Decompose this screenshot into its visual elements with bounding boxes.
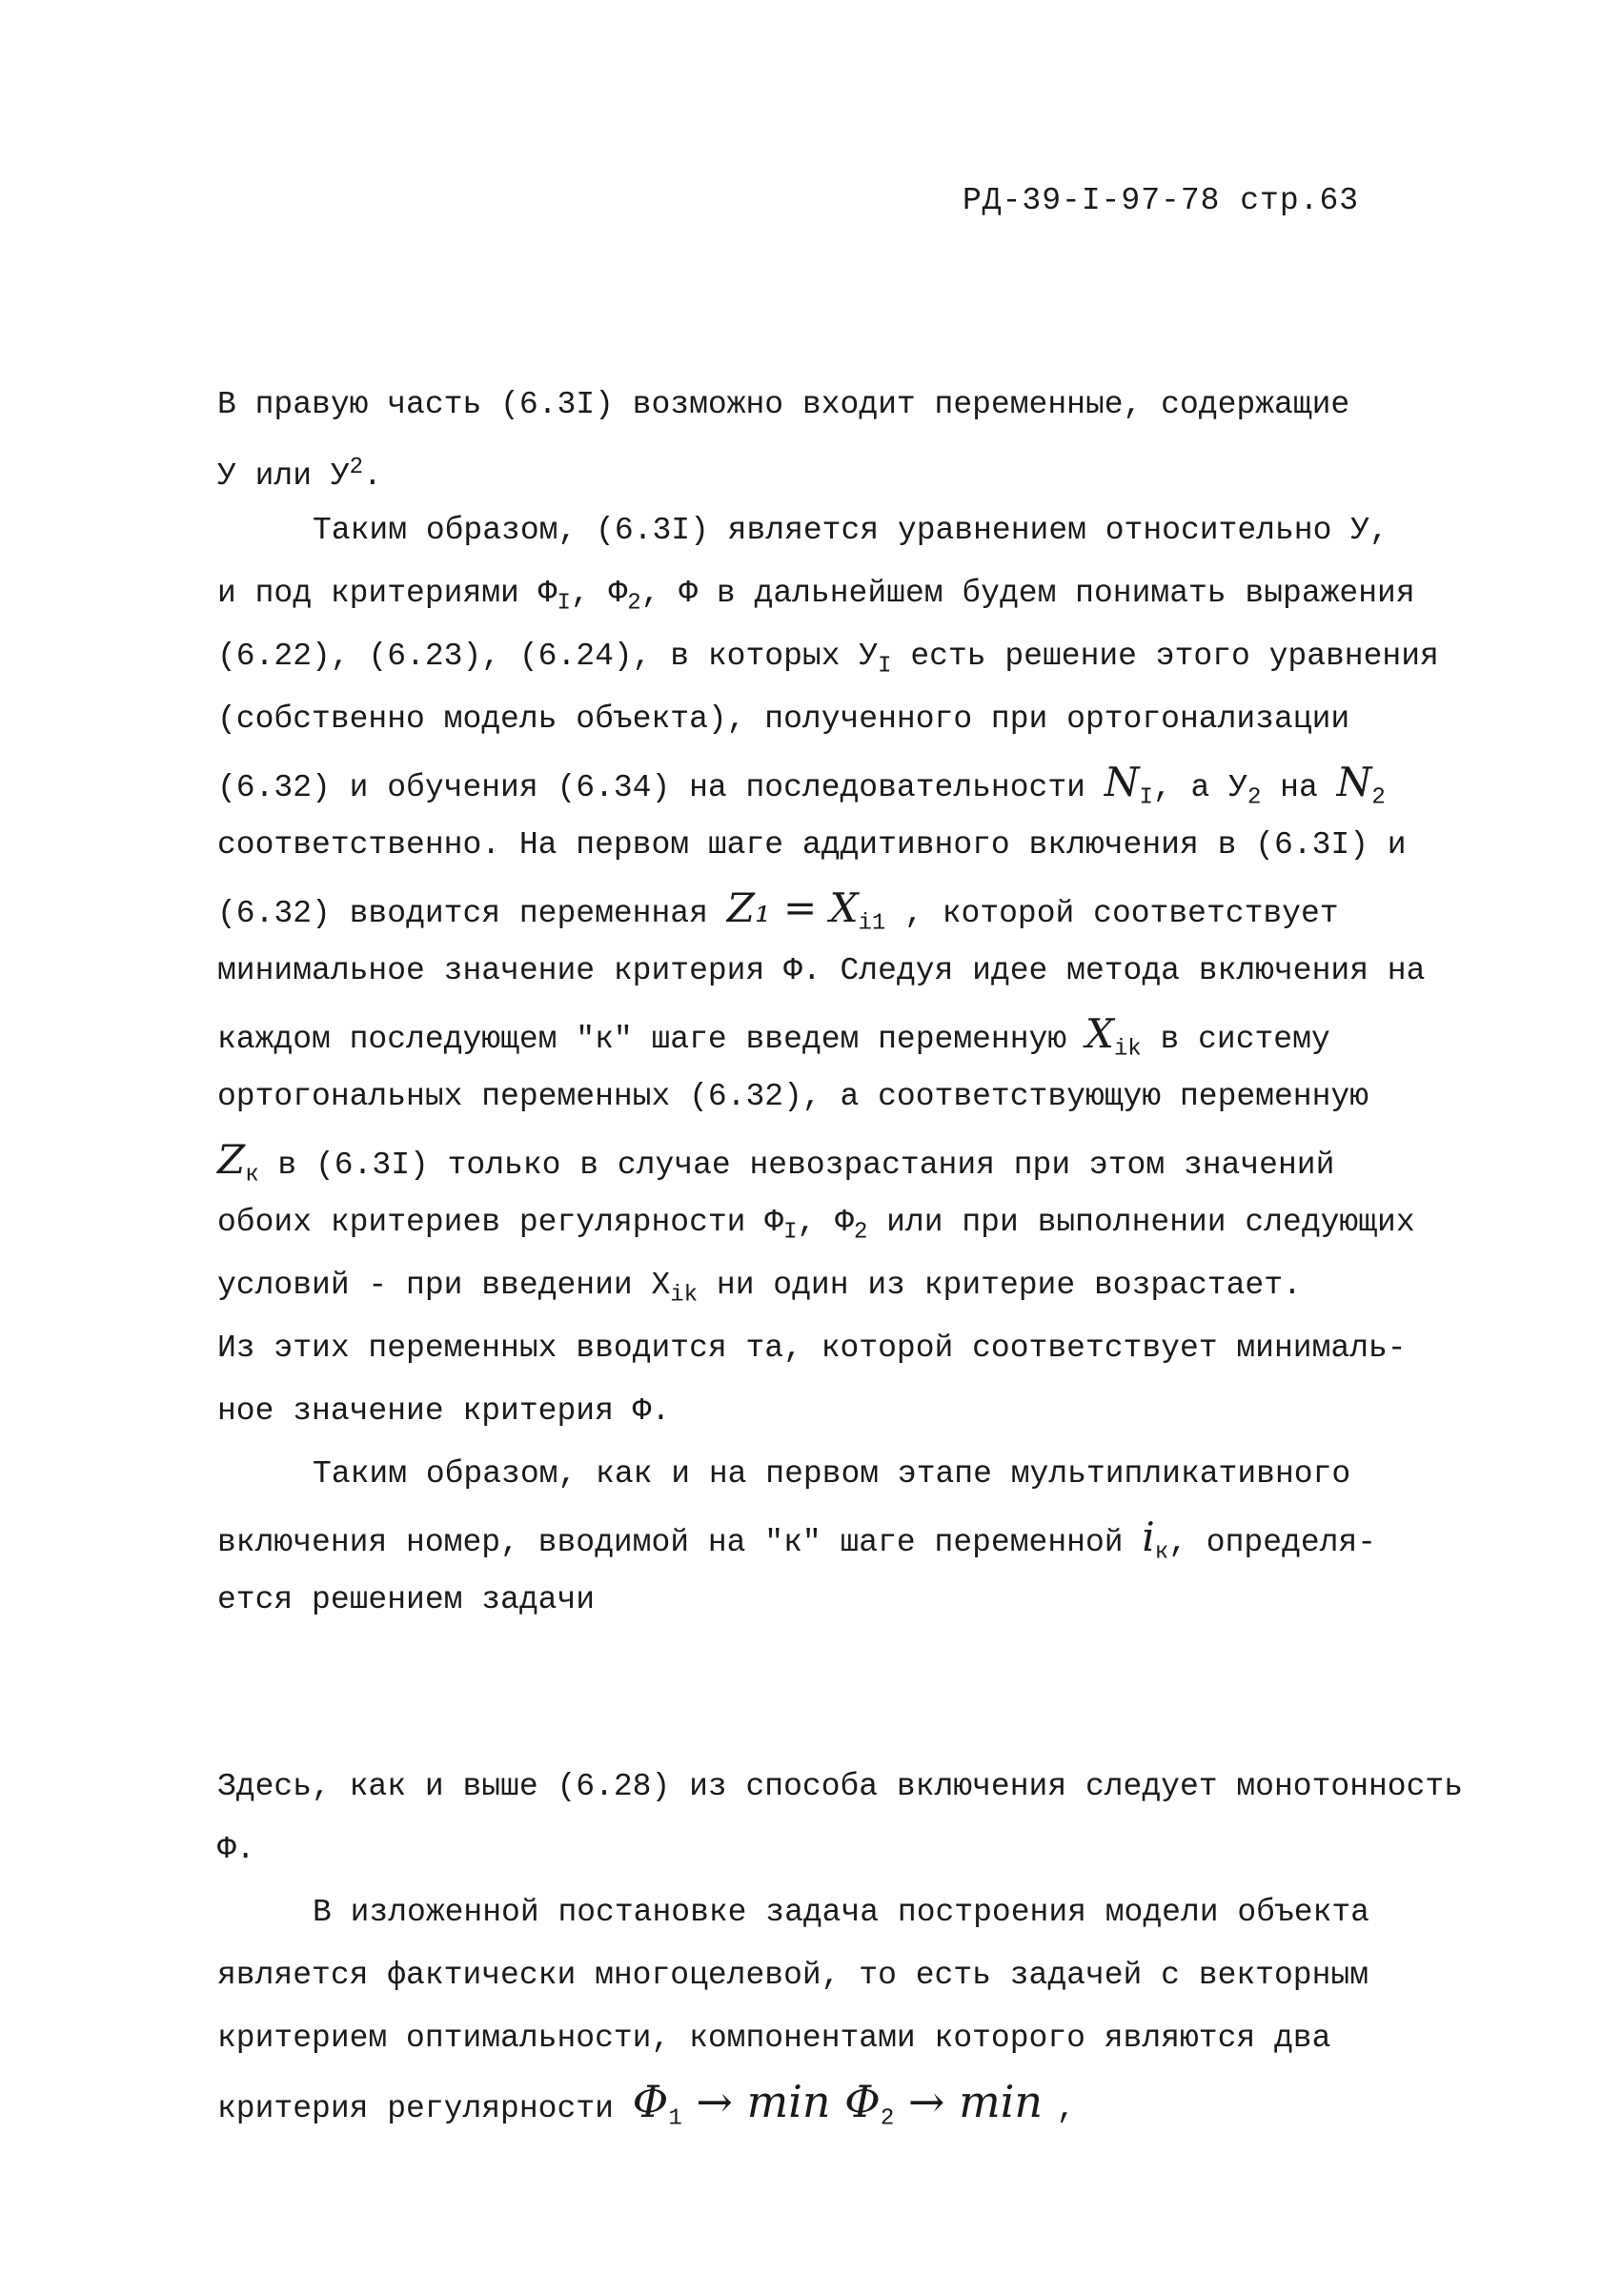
subscript: 2 xyxy=(853,1219,868,1246)
p2-line-8: минимальное значение критерия Ф. Следуя идее метода включения на xyxy=(217,953,1426,988)
subscript: I xyxy=(783,1219,798,1246)
subscript: ik xyxy=(670,1282,699,1309)
subscript: 2 xyxy=(1371,784,1386,811)
text: (6.32) и обучения (6.34) на последовательности xyxy=(217,770,1105,805)
text: У или У xyxy=(217,458,350,494)
p2-line-15: ное значение критерия Ф. xyxy=(217,1393,671,1429)
text: в (6.3I) только в случае невозрастания при этом значений xyxy=(258,1148,1335,1183)
subscript: 2 xyxy=(1247,784,1262,811)
p2-line-4: (собственно модель объекта), полученного при ортогонализации xyxy=(217,701,1350,737)
p2-line-9 xyxy=(217,1003,1456,1066)
subscript: ik xyxy=(1113,1036,1142,1063)
p3-line-3: ется решением задачи xyxy=(217,1582,596,1617)
p2-line-12 xyxy=(217,1191,1456,1254)
p2-line-6: соответственно. На первом шаге аддитивного включения в (6.3I) и xyxy=(217,827,1407,863)
subscript: к xyxy=(245,1162,259,1189)
p4-line-1: Здесь, как и выше (6.28) из способа включения следует монотонность xyxy=(217,1769,1464,1804)
text: , а У xyxy=(1152,770,1247,805)
subscript: I xyxy=(557,590,571,617)
p2-line-3 xyxy=(217,625,1456,688)
text: и под критериями Ф xyxy=(217,576,558,611)
handwritten-i: i xyxy=(1142,1514,1155,1560)
p2-line-13 xyxy=(217,1254,1456,1317)
text: критерия регулярности xyxy=(217,2091,633,2126)
text: ни один из критерие возрастает. xyxy=(698,1268,1302,1303)
p4-line-2: Ф. xyxy=(217,1832,255,1867)
text: в систему xyxy=(1141,1022,1330,1057)
p3-line-1: Таким образом, как и на первом этапе мультипликативного xyxy=(313,1456,1351,1492)
text: на xyxy=(1261,770,1337,805)
text: или при выполнении следующих xyxy=(867,1205,1415,1240)
arrow-min: → min xyxy=(681,2076,845,2127)
text: , которой соответствует xyxy=(885,896,1339,931)
subscript: к xyxy=(1154,1539,1169,1566)
text: , определя- xyxy=(1168,1525,1377,1560)
p2-line-11 xyxy=(217,1128,1456,1191)
p1-line-2 xyxy=(217,437,1456,499)
p2-line-2 xyxy=(217,562,1456,625)
p5-line-4 xyxy=(217,2070,1456,2133)
subscript: 2 xyxy=(627,590,641,617)
p5-line-2: является фактически многоцелевой, то есть задачей с векторным xyxy=(217,1958,1369,1993)
text: каждом последующем "к" шаге введем переменную xyxy=(217,1022,1085,1057)
formula-line xyxy=(217,1632,1456,1756)
subscript: I xyxy=(878,653,892,680)
phi: Φ xyxy=(632,2076,669,2127)
handwritten-N: N xyxy=(1104,759,1140,805)
body-text xyxy=(217,374,1464,2133)
p3-line-2 xyxy=(217,1506,1456,1569)
p2-line-1: Таким образом, (6.3I) является уравнением относительно У, xyxy=(313,513,1389,548)
p5-line-3: критерием оптимальности, компонентами которого являются два xyxy=(217,2021,1331,2056)
subscript: 2 xyxy=(880,2105,895,2132)
p2-line-10: ортогональных переменных (6.32), а соответствующую переменную xyxy=(217,1079,1369,1114)
p5-line-1: В изложенной постановке задача построения модели объекта xyxy=(313,1895,1369,1930)
phi: Φ xyxy=(844,2076,881,2127)
text: условий - при введении X xyxy=(217,1268,671,1303)
p2-line-14: Из этих переменных вводится та, которой соответствует минималь- xyxy=(217,1331,1407,1366)
text: включения номер, вводимой на "к" шаге переменной xyxy=(217,1525,1143,1560)
page-header: РД-39-I-97-78 стр.63 xyxy=(963,183,1360,218)
text: . xyxy=(363,458,382,494)
text: , Ф в дальнейшем будем понимать выражения xyxy=(640,576,1415,611)
text: , Ф xyxy=(797,1205,854,1240)
p2-line-7 xyxy=(217,877,1456,940)
p1-line-1: В правую часть (6.3I) возможно входит переменные, содержащие xyxy=(217,387,1350,422)
arrow-min: → min xyxy=(894,2076,1057,2127)
p2-line-5 xyxy=(217,751,1456,814)
subscript: i1 xyxy=(858,910,886,937)
handwritten-z: Z xyxy=(217,1136,246,1183)
superscript: 2 xyxy=(349,455,364,480)
handwritten-z1-formula: Z₁ = X xyxy=(726,884,859,931)
text: обоих критериев регулярности Ф xyxy=(217,1205,784,1240)
handwritten-x: X xyxy=(1085,1010,1114,1057)
text: есть решение этого уравнения xyxy=(891,639,1439,674)
text: , Ф xyxy=(570,576,628,611)
text: , xyxy=(1056,2091,1076,2126)
subscript: I xyxy=(1139,784,1153,811)
text: (6.32) вводится переменная xyxy=(217,896,727,931)
handwritten-N: N xyxy=(1336,759,1372,805)
subscript: 1 xyxy=(668,2105,682,2132)
text: (6.22), (6.23), (6.24), в которых У xyxy=(217,639,879,674)
